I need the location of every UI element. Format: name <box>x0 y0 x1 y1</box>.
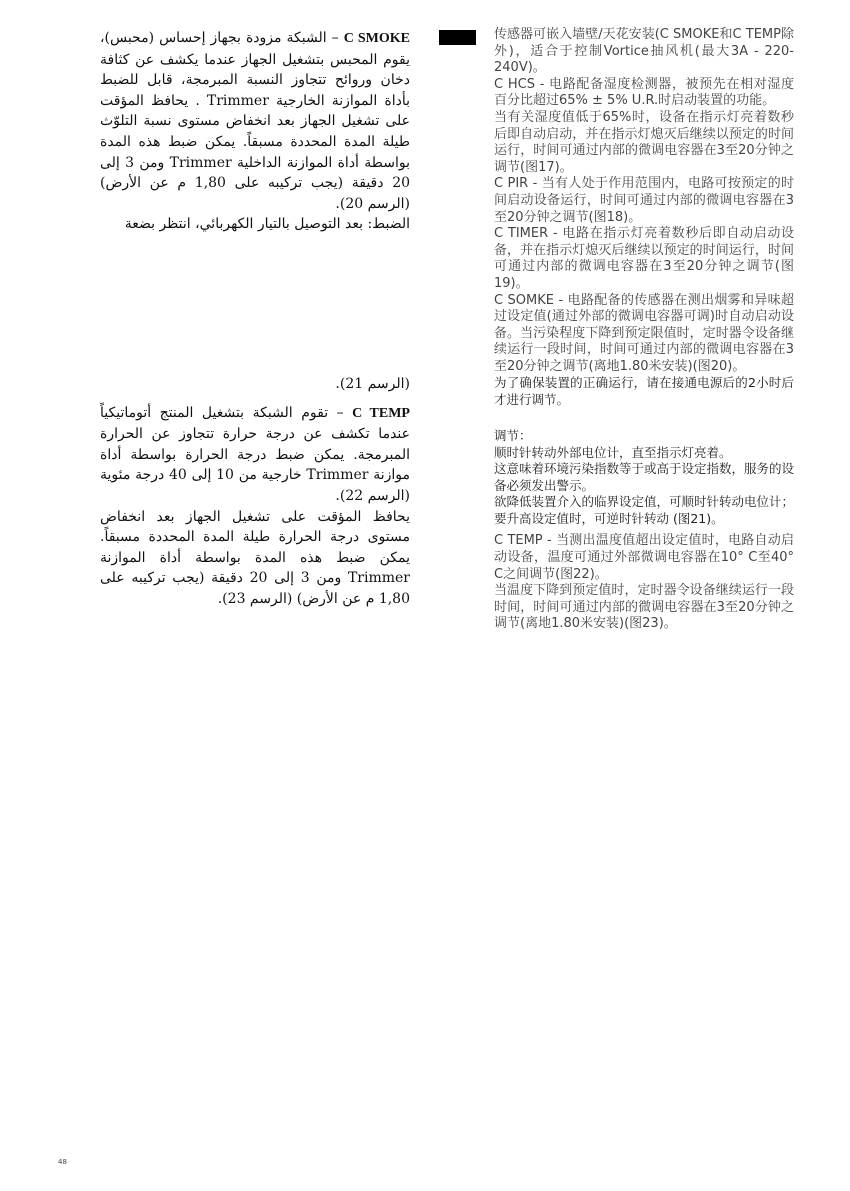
black-marker-box <box>439 30 476 45</box>
zh-humidity-paragraph: 当有关湿度值低于65%时，设备在指示灯亮着数秒后即自动启动，并在指示灯熄灭后继续以预定的时间运行，时间可通过内部的微调电容器在3至20分钟之调节(图17)。 <box>494 109 794 175</box>
ar-temp-keyword: C TEMP <box>352 405 410 421</box>
zh-adjust-heading: 调节： <box>494 428 532 444</box>
ar-smoke-keyword: C SMOKE <box>343 31 410 46</box>
zh-pir-paragraph: C PIR - 当有人处于作用范围内，电路可按预定的时间启动设备运行，时间可通过内部的微调电容器在3至20分钟之调节(图18)。 <box>494 176 794 225</box>
ar-temp-text: – تقوم الشبكة بتشغيل المنتج أتوماتيكياً عندما تكشف عن درجة حرارة تتجاوز عن الحرارة المبرمجة. يمكن ضبط درجة الحرارة بواسطة أداة موازنة Trimmer خارجية من 10 إلى 40 درجة مئوية (الرسم 22). <box>100 404 410 504</box>
arabic-column <box>100 28 411 607</box>
zh-timer-paragraph: C TIMER - 电路在指示灯亮着数秒后即自动启动设备，并在指示灯熄灭后继续以预定的时间运行，时间可通过内部的微调电容器在3至20分钟之调节(图19)。 <box>494 226 794 291</box>
zh-adjust-step4: 要升高设定值时，可逆时针转动 (图21)。 <box>494 510 724 526</box>
zh-temp-paragraph: C TEMP - 当测出温度值超出设定值时，电路自动启动设备，温度可通过外部微调电容器在10° C至40° C之间调节(图22)。 <box>494 533 794 582</box>
ar-temp-block <box>100 374 410 610</box>
chinese-column <box>494 27 794 633</box>
ar-fig21-line: (الرسم 21). <box>335 376 410 392</box>
zh-adjust-step3: 欲降低装置介入的临界设定值，可顺时针转动电位计； <box>494 494 795 510</box>
ar-smoke-text: – الشبكة مزودة بجهاز إحساس (محبس)، يقوم المحبس بتشغيل الجهاز عندما يكشف عن كثافة دخان وروائح تتجاوز النسبة المبرمجة، قابل للضبط بأداة الموازنة الخارجية Trimmer . يحافظ المؤقت على تشغيل الجهاز بعد انخفاض مستوى نسبة التلوّث طيلة المدة المحددة مسبقاً. يمكن ضبط هذه المدة بواسطة أداة الموازنة الداخلية Trimmer ومن 3 إلى 20 دقيقة (يجب تركيبه على 1,80 م عن الأرض) (الرسم 20). <box>100 30 411 212</box>
zh-temp-timer-paragraph: 当温度下降到预定值时，定时器令设备继续运行一段时间，时间可通过内部的微调电容器在3至20分钟之调节(离地1.80米安装)(图23)。 <box>494 583 794 632</box>
page-number: 48 <box>58 1158 67 1166</box>
zh-adjust-step2: 这意味着环境污染指数等于或高于设定指数，服务的设备必须发出警示。 <box>494 461 795 493</box>
ar-smoke-paragraph <box>100 28 410 214</box>
zh-intro-paragraph: 传感器可嵌入墙壁/天花安装(C SMOKE和C TEMP除外)，适合于控制Vortice抽风机(最大3A - 220-240V)。 <box>494 27 794 76</box>
zh-hcs-paragraph: C HCS - 电路配备湿度检测器，被预先在相对湿度百分比超过65% ± 5% U.R.时启动装置的功能。 <box>494 76 794 109</box>
ar-temp-paragraph <box>100 403 410 507</box>
zh-adjust-step1: 顺时针转动外部电位计，直至指示灯亮着。 <box>494 444 732 460</box>
zh-note-paragraph: 为了确保装置的正确运行，请在接通电源后的2小时后才进行调节。 <box>494 375 794 407</box>
ar-adjust-paragraph: الضبط: بعد التوصيل بالتيار الكهربائي، انتظر بضعة <box>124 216 410 233</box>
ar-temp-timer-paragraph: يحافظ المؤقت على تشغيل الجهاز بعد انخفاض مستوى درجة الحرارة طيلة المدة المحددة مسبقاً. يمكن ضبط هذه المدة بواسطة أداة الموازنة Trimmer ومن 3 إلى 20 دقيقة (يجب تركيبه على 1,80 م عن الأرض) (الرسم 23). <box>100 508 410 607</box>
zh-smoke-paragraph: C SOMKE - 电路配备的传感器在测出烟雾和异味超过设定值(通过外部的微调电容器可调)时自动启动设备。当污染程度下降到预定限值时，定时器令设备继续运行一段时间，时间可通过内部的微调电容器在3至20分钟之调节(离地1.80米安装)(图20)。 <box>494 292 794 374</box>
